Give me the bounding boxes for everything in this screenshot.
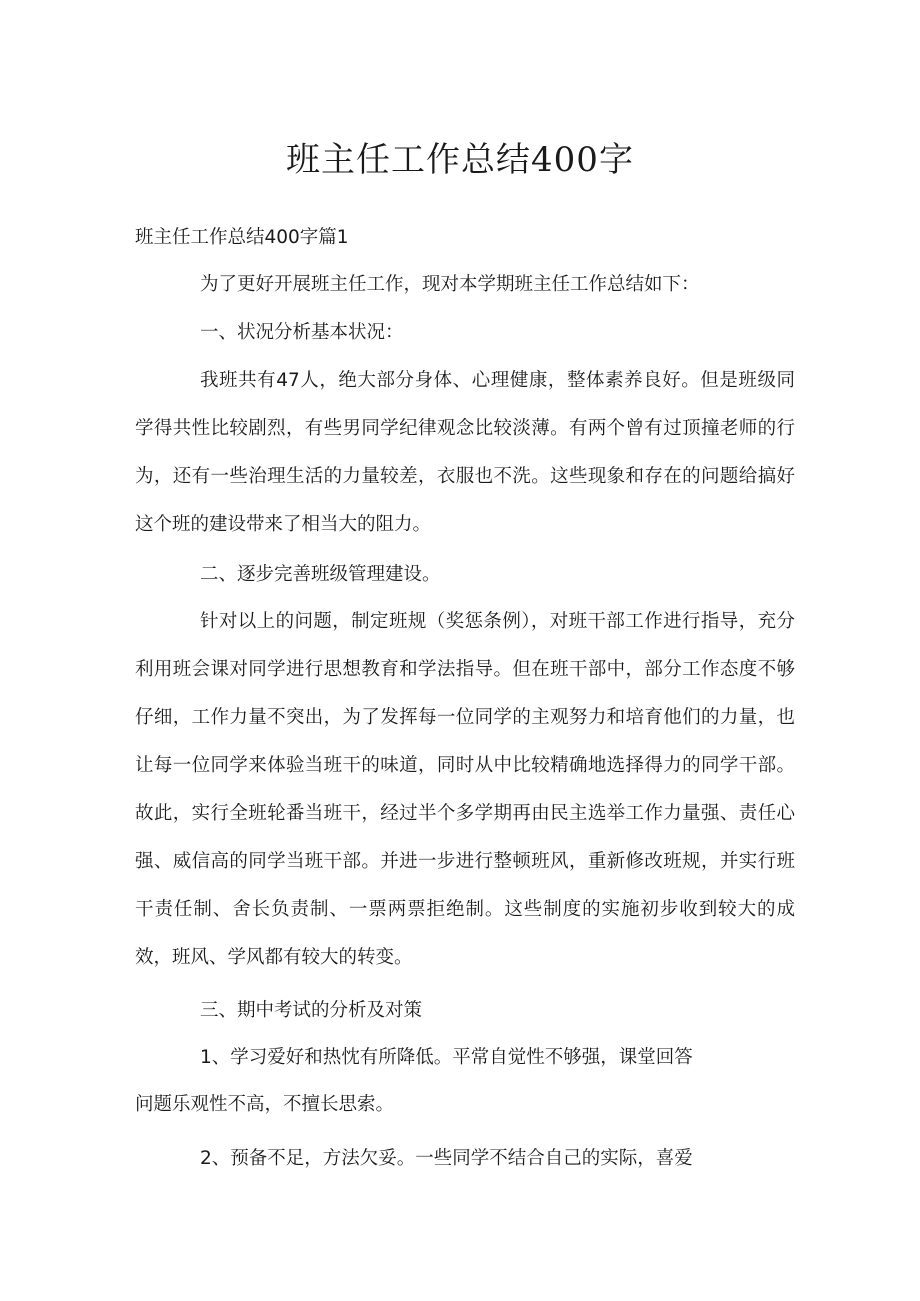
- list-item-1-line-2: 问题乐观性不高，不擅长思索。: [135, 1094, 395, 1115]
- list-item-2-line-1: 2、预备不足，方法欠妥。一些同学不结合自己的实际，喜爱: [200, 1148, 693, 1169]
- paragraph-class-situation: 我班共有47人，绝大部分身体、心理健康，整体素养良好。但是班级同学得共性比较剧烈，有些男同学纪律观念比较淡薄。有两个曾有过顶撞老师的行为，还有一些治理生活的力量较差，衣服也不洗。这些现象和存在的问题给搞好这个班的建设带来了相当大的阻力。: [135, 370, 795, 535]
- heading-midterm-analysis: 三、期中考试的分析及对策: [200, 1000, 423, 1021]
- section-subtitle: 班主任工作总结400字篇1: [135, 227, 349, 248]
- intro-paragraph: 为了更好开展班主任工作，现对本学期班主任工作总结如下：: [200, 274, 700, 295]
- heading-situation-analysis: 一、状况分析基本状况：: [200, 322, 404, 343]
- paragraph-management-measures: 针对以上的问题，制定班规（奖惩条例），对班干部工作进行指导，充分利用班会课对同学进行思想教育和学法指导。但在班干部中，部分工作态度不够仔细，工作力量不突出，为了发挥每一位同学的主观努力和培育他们的力量，也让每一位同学来体验当班干的味道，同时从中比较精确地选择得力的同学干部。故此，实行全班轮番当班干，经过半个多学期再由民主选举工作力量强、责任心强、威信高的同学当班干部。并进一步进行整顿班风，重新修改班规，并实行班干责任制、舍长负责制、一票两票拒绝制。这些制度的实施初步收到较大的成效，班风、学风都有较大的转变。: [135, 611, 795, 968]
- document-title: 班主任工作总结400字: [286, 140, 634, 180]
- list-item-1-line-1: 1、学习爱好和热忱有所降低。平常自觉性不够强，课堂回答: [200, 1047, 693, 1068]
- heading-class-management: 二、逐步完善班级管理建设。: [200, 564, 441, 585]
